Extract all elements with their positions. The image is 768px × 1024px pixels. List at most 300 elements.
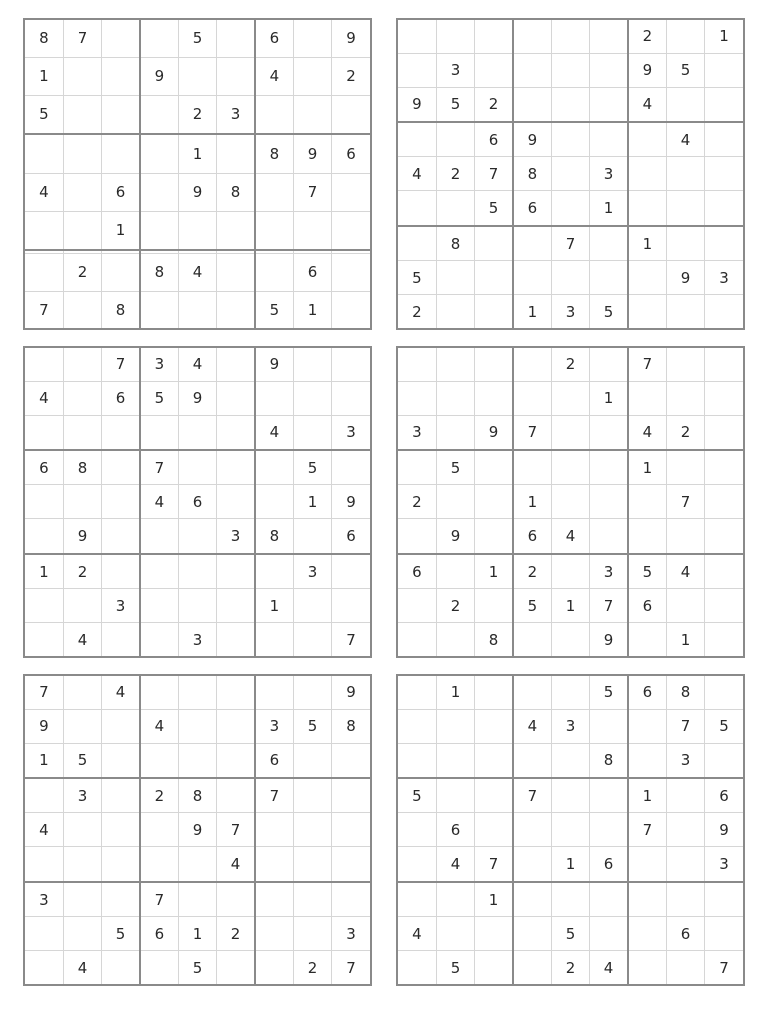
sudoku-cell[interactable]: 8 [255, 519, 293, 554]
sudoku-cell[interactable] [475, 589, 513, 623]
sudoku-cell[interactable] [102, 450, 140, 485]
sudoku-cell[interactable]: 1 [705, 20, 743, 53]
sudoku-cell[interactable]: 9 [178, 173, 216, 211]
sudoku-cell[interactable]: 4 [25, 173, 63, 211]
sudoku-cell[interactable]: 1 [628, 778, 666, 813]
sudoku-cell[interactable]: 9 [178, 381, 216, 415]
sudoku-cell[interactable]: 8 [436, 226, 474, 261]
sudoku-cell[interactable] [628, 882, 666, 917]
sudoku-cell[interactable]: 5 [293, 450, 331, 485]
sudoku-cell[interactable]: 4 [513, 709, 551, 743]
sudoku-cell[interactable] [293, 57, 331, 95]
sudoku-cell[interactable] [513, 676, 551, 709]
sudoku-cell[interactable] [705, 743, 743, 778]
sudoku-cell[interactable] [398, 847, 436, 882]
sudoku-cell[interactable]: 5 [398, 261, 436, 295]
sudoku-cell[interactable]: 3 [140, 348, 178, 381]
sudoku-cell[interactable] [436, 122, 474, 157]
sudoku-cell[interactable]: 5 [590, 676, 628, 709]
sudoku-cell[interactable] [590, 519, 628, 554]
sudoku-cell[interactable]: 5 [293, 709, 331, 743]
sudoku-cell[interactable] [255, 847, 293, 882]
sudoku-cell[interactable]: 6 [102, 381, 140, 415]
sudoku-cell[interactable] [217, 589, 255, 623]
sudoku-cell[interactable] [398, 348, 436, 381]
sudoku-cell[interactable]: 4 [140, 709, 178, 743]
sudoku-cell[interactable] [590, 348, 628, 381]
sudoku-cell[interactable]: 4 [255, 57, 293, 95]
sudoku-cell[interactable] [475, 951, 513, 984]
sudoku-cell[interactable]: 2 [436, 157, 474, 191]
sudoku-cell[interactable] [628, 381, 666, 415]
sudoku-cell[interactable]: 7 [255, 778, 293, 813]
sudoku-cell[interactable] [551, 676, 589, 709]
sudoku-cell[interactable] [551, 554, 589, 589]
sudoku-cell[interactable]: 9 [293, 134, 331, 173]
sudoku-cell[interactable] [666, 295, 704, 328]
sudoku-cell[interactable] [513, 226, 551, 261]
sudoku-cell[interactable]: 4 [666, 122, 704, 157]
sudoku-cell[interactable] [628, 295, 666, 328]
sudoku-cell[interactable]: 4 [551, 519, 589, 554]
sudoku-cell[interactable] [178, 743, 216, 778]
sudoku-cell[interactable] [332, 554, 370, 589]
sudoku-cell[interactable]: 5 [705, 709, 743, 743]
sudoku-cell[interactable] [398, 519, 436, 554]
sudoku-cell[interactable] [475, 53, 513, 87]
sudoku-cell[interactable] [436, 554, 474, 589]
sudoku-cell[interactable]: 4 [436, 847, 474, 882]
sudoku-cell[interactable] [178, 211, 216, 250]
sudoku-cell[interactable] [25, 847, 63, 882]
sudoku-cell[interactable]: 7 [628, 348, 666, 381]
sudoku-cell[interactable] [255, 813, 293, 847]
sudoku-cell[interactable] [398, 381, 436, 415]
sudoku-cell[interactable] [63, 485, 101, 519]
sudoku-cell[interactable] [551, 53, 589, 87]
sudoku-cell[interactable] [666, 589, 704, 623]
sudoku-cell[interactable] [178, 57, 216, 95]
sudoku-cell[interactable] [217, 291, 255, 328]
sudoku-cell[interactable] [102, 134, 140, 173]
sudoku-cell[interactable] [551, 450, 589, 485]
sudoku-cell[interactable] [628, 122, 666, 157]
sudoku-cell[interactable]: 9 [140, 57, 178, 95]
sudoku-cell[interactable] [102, 253, 140, 291]
sudoku-cell[interactable] [178, 589, 216, 623]
sudoku-cell[interactable] [398, 813, 436, 847]
sudoku-cell[interactable]: 4 [628, 87, 666, 122]
sudoku-cell[interactable] [293, 20, 331, 57]
sudoku-cell[interactable]: 4 [25, 381, 63, 415]
sudoku-cell[interactable] [140, 211, 178, 250]
sudoku-cell[interactable] [398, 122, 436, 157]
sudoku-cell[interactable]: 1 [513, 295, 551, 328]
sudoku-cell[interactable]: 6 [332, 134, 370, 173]
sudoku-cell[interactable] [178, 519, 216, 554]
sudoku-cell[interactable] [140, 95, 178, 134]
sudoku-cell[interactable] [63, 847, 101, 882]
sudoku-cell[interactable] [398, 676, 436, 709]
sudoku-cell[interactable] [102, 95, 140, 134]
sudoku-cell[interactable]: 9 [178, 813, 216, 847]
sudoku-cell[interactable] [140, 589, 178, 623]
sudoku-cell[interactable]: 5 [178, 20, 216, 57]
sudoku-cell[interactable] [551, 157, 589, 191]
sudoku-cell[interactable] [178, 709, 216, 743]
sudoku-cell[interactable] [705, 191, 743, 226]
sudoku-cell[interactable] [705, 554, 743, 589]
sudoku-cell[interactable] [63, 917, 101, 951]
sudoku-cell[interactable] [628, 709, 666, 743]
sudoku-cell[interactable] [436, 348, 474, 381]
sudoku-cell[interactable] [551, 261, 589, 295]
sudoku-cell[interactable] [628, 951, 666, 984]
sudoku-cell[interactable]: 9 [25, 709, 63, 743]
sudoku-cell[interactable]: 3 [551, 295, 589, 328]
sudoku-cell[interactable]: 3 [551, 709, 589, 743]
sudoku-cell[interactable] [332, 95, 370, 134]
sudoku-cell[interactable]: 3 [178, 623, 216, 656]
sudoku-cell[interactable] [513, 381, 551, 415]
sudoku-cell[interactable] [25, 778, 63, 813]
sudoku-cell[interactable] [217, 348, 255, 381]
sudoku-cell[interactable] [332, 253, 370, 291]
sudoku-cell[interactable]: 5 [25, 95, 63, 134]
sudoku-cell[interactable]: 5 [102, 917, 140, 951]
sudoku-cell[interactable]: 8 [140, 253, 178, 291]
sudoku-cell[interactable] [293, 415, 331, 450]
sudoku-cell[interactable]: 9 [628, 53, 666, 87]
sudoku-cell[interactable] [705, 623, 743, 656]
sudoku-cell[interactable] [628, 519, 666, 554]
sudoku-cell[interactable] [178, 676, 216, 709]
sudoku-cell[interactable] [436, 415, 474, 450]
sudoku-cell[interactable]: 5 [590, 295, 628, 328]
sudoku-cell[interactable]: 5 [398, 778, 436, 813]
sudoku-cell[interactable]: 9 [666, 261, 704, 295]
sudoku-cell[interactable] [332, 589, 370, 623]
sudoku-cell[interactable]: 9 [513, 122, 551, 157]
sudoku-cell[interactable] [102, 743, 140, 778]
sudoku-cell[interactable] [63, 676, 101, 709]
sudoku-cell[interactable] [255, 554, 293, 589]
sudoku-cell[interactable] [398, 709, 436, 743]
sudoku-cell[interactable] [475, 20, 513, 53]
sudoku-cell[interactable] [551, 191, 589, 226]
sudoku-cell[interactable] [590, 20, 628, 53]
sudoku-cell[interactable]: 9 [332, 20, 370, 57]
sudoku-cell[interactable]: 9 [590, 623, 628, 656]
sudoku-cell[interactable]: 2 [140, 778, 178, 813]
sudoku-cell[interactable] [63, 589, 101, 623]
sudoku-cell[interactable] [628, 191, 666, 226]
sudoku-cell[interactable]: 6 [293, 253, 331, 291]
sudoku-cell[interactable] [705, 295, 743, 328]
sudoku-cell[interactable]: 7 [332, 951, 370, 984]
sudoku-cell[interactable]: 3 [217, 95, 255, 134]
sudoku-cell[interactable] [436, 261, 474, 295]
sudoku-cell[interactable] [513, 951, 551, 984]
sudoku-cell[interactable] [398, 882, 436, 917]
sudoku-cell[interactable] [398, 589, 436, 623]
sudoku-cell[interactable] [436, 191, 474, 226]
sudoku-cell[interactable]: 3 [436, 53, 474, 87]
sudoku-cell[interactable] [293, 676, 331, 709]
sudoku-cell[interactable]: 2 [551, 951, 589, 984]
sudoku-cell[interactable] [217, 676, 255, 709]
sudoku-cell[interactable]: 1 [293, 291, 331, 328]
sudoku-cell[interactable] [63, 882, 101, 917]
sudoku-cell[interactable]: 4 [217, 847, 255, 882]
sudoku-cell[interactable]: 6 [628, 589, 666, 623]
sudoku-cell[interactable] [590, 917, 628, 951]
sudoku-cell[interactable] [398, 951, 436, 984]
sudoku-cell[interactable] [436, 917, 474, 951]
sudoku-cell[interactable]: 1 [551, 847, 589, 882]
sudoku-cell[interactable] [25, 253, 63, 291]
sudoku-cell[interactable] [217, 57, 255, 95]
sudoku-cell[interactable] [513, 917, 551, 951]
sudoku-cell[interactable] [332, 211, 370, 250]
sudoku-cell[interactable]: 7 [513, 415, 551, 450]
sudoku-cell[interactable]: 1 [25, 554, 63, 589]
sudoku-cell[interactable] [513, 847, 551, 882]
sudoku-cell[interactable] [436, 709, 474, 743]
sudoku-cell[interactable] [436, 485, 474, 519]
sudoku-cell[interactable]: 9 [705, 813, 743, 847]
sudoku-cell[interactable] [436, 623, 474, 656]
sudoku-cell[interactable]: 5 [436, 450, 474, 485]
sudoku-cell[interactable]: 7 [332, 623, 370, 656]
sudoku-cell[interactable] [705, 348, 743, 381]
sudoku-cell[interactable] [140, 813, 178, 847]
sudoku-cell[interactable] [705, 122, 743, 157]
sudoku-cell[interactable]: 1 [475, 882, 513, 917]
sudoku-cell[interactable] [705, 917, 743, 951]
sudoku-cell[interactable] [666, 450, 704, 485]
sudoku-cell[interactable] [140, 743, 178, 778]
sudoku-cell[interactable] [551, 743, 589, 778]
sudoku-cell[interactable] [63, 291, 101, 328]
sudoku-cell[interactable] [436, 20, 474, 53]
sudoku-cell[interactable]: 7 [140, 882, 178, 917]
sudoku-cell[interactable] [102, 847, 140, 882]
sudoku-cell[interactable]: 4 [628, 415, 666, 450]
sudoku-cell[interactable] [628, 157, 666, 191]
sudoku-cell[interactable]: 6 [140, 917, 178, 951]
sudoku-cell[interactable]: 4 [398, 157, 436, 191]
sudoku-cell[interactable]: 6 [628, 676, 666, 709]
sudoku-cell[interactable] [332, 882, 370, 917]
sudoku-cell[interactable]: 1 [551, 589, 589, 623]
sudoku-cell[interactable] [25, 589, 63, 623]
sudoku-cell[interactable] [513, 450, 551, 485]
sudoku-cell[interactable]: 4 [255, 415, 293, 450]
sudoku-cell[interactable] [398, 743, 436, 778]
sudoku-cell[interactable] [255, 95, 293, 134]
sudoku-cell[interactable] [705, 676, 743, 709]
sudoku-cell[interactable] [217, 778, 255, 813]
sudoku-cell[interactable] [666, 381, 704, 415]
sudoku-cell[interactable]: 5 [513, 589, 551, 623]
sudoku-cell[interactable]: 5 [551, 917, 589, 951]
sudoku-cell[interactable]: 7 [475, 157, 513, 191]
sudoku-cell[interactable] [332, 778, 370, 813]
sudoku-cell[interactable] [513, 87, 551, 122]
sudoku-cell[interactable] [398, 226, 436, 261]
sudoku-cell[interactable] [551, 778, 589, 813]
sudoku-cell[interactable] [475, 917, 513, 951]
sudoku-cell[interactable]: 2 [63, 253, 101, 291]
sudoku-cell[interactable] [590, 87, 628, 122]
sudoku-cell[interactable]: 8 [475, 623, 513, 656]
sudoku-cell[interactable] [25, 211, 63, 250]
sudoku-cell[interactable] [628, 485, 666, 519]
sudoku-cell[interactable]: 8 [25, 20, 63, 57]
sudoku-cell[interactable] [666, 20, 704, 53]
sudoku-cell[interactable]: 9 [475, 415, 513, 450]
sudoku-cell[interactable]: 1 [255, 589, 293, 623]
sudoku-cell[interactable] [628, 261, 666, 295]
sudoku-cell[interactable]: 7 [513, 778, 551, 813]
sudoku-cell[interactable] [178, 847, 216, 882]
sudoku-cell[interactable] [590, 813, 628, 847]
sudoku-cell[interactable] [475, 261, 513, 295]
sudoku-cell[interactable] [398, 53, 436, 87]
sudoku-cell[interactable]: 2 [628, 20, 666, 53]
sudoku-cell[interactable] [255, 173, 293, 211]
sudoku-cell[interactable] [475, 778, 513, 813]
sudoku-cell[interactable]: 3 [293, 554, 331, 589]
sudoku-cell[interactable]: 3 [217, 519, 255, 554]
sudoku-cell[interactable] [551, 623, 589, 656]
sudoku-cell[interactable] [293, 95, 331, 134]
sudoku-cell[interactable]: 2 [217, 917, 255, 951]
sudoku-cell[interactable]: 7 [666, 709, 704, 743]
sudoku-cell[interactable]: 6 [178, 485, 216, 519]
sudoku-cell[interactable]: 3 [666, 743, 704, 778]
sudoku-cell[interactable] [551, 87, 589, 122]
sudoku-cell[interactable]: 7 [590, 589, 628, 623]
sudoku-cell[interactable] [293, 381, 331, 415]
sudoku-cell[interactable] [705, 381, 743, 415]
sudoku-cell[interactable] [25, 623, 63, 656]
sudoku-cell[interactable] [628, 623, 666, 656]
sudoku-cell[interactable] [140, 554, 178, 589]
sudoku-cell[interactable] [705, 589, 743, 623]
sudoku-cell[interactable]: 6 [513, 519, 551, 554]
sudoku-cell[interactable]: 1 [102, 211, 140, 250]
sudoku-cell[interactable] [513, 882, 551, 917]
sudoku-cell[interactable] [513, 743, 551, 778]
sudoku-cell[interactable] [63, 95, 101, 134]
sudoku-cell[interactable] [293, 211, 331, 250]
sudoku-cell[interactable] [436, 743, 474, 778]
sudoku-cell[interactable] [255, 211, 293, 250]
sudoku-cell[interactable] [217, 134, 255, 173]
sudoku-cell[interactable] [217, 415, 255, 450]
sudoku-cell[interactable] [217, 253, 255, 291]
sudoku-cell[interactable] [705, 87, 743, 122]
sudoku-cell[interactable]: 6 [25, 450, 63, 485]
sudoku-cell[interactable]: 6 [513, 191, 551, 226]
sudoku-cell[interactable]: 9 [436, 519, 474, 554]
sudoku-cell[interactable] [436, 295, 474, 328]
sudoku-cell[interactable] [293, 623, 331, 656]
sudoku-cell[interactable]: 8 [513, 157, 551, 191]
sudoku-cell[interactable]: 1 [666, 623, 704, 656]
sudoku-cell[interactable] [551, 813, 589, 847]
sudoku-cell[interactable]: 1 [178, 134, 216, 173]
sudoku-cell[interactable] [551, 381, 589, 415]
sudoku-cell[interactable] [102, 519, 140, 554]
sudoku-cell[interactable] [140, 847, 178, 882]
sudoku-cell[interactable] [666, 847, 704, 882]
sudoku-cell[interactable] [293, 348, 331, 381]
sudoku-cell[interactable]: 7 [293, 173, 331, 211]
sudoku-cell[interactable]: 2 [178, 95, 216, 134]
sudoku-cell[interactable]: 7 [217, 813, 255, 847]
sudoku-cell[interactable] [705, 519, 743, 554]
sudoku-cell[interactable]: 2 [398, 295, 436, 328]
sudoku-cell[interactable] [63, 813, 101, 847]
sudoku-cell[interactable] [102, 813, 140, 847]
sudoku-cell[interactable]: 2 [293, 951, 331, 984]
sudoku-cell[interactable] [332, 381, 370, 415]
sudoku-cell[interactable] [332, 813, 370, 847]
sudoku-cell[interactable] [140, 20, 178, 57]
sudoku-cell[interactable] [293, 917, 331, 951]
sudoku-cell[interactable]: 9 [398, 87, 436, 122]
sudoku-cell[interactable] [628, 917, 666, 951]
sudoku-cell[interactable]: 7 [25, 676, 63, 709]
sudoku-cell[interactable]: 7 [628, 813, 666, 847]
sudoku-cell[interactable] [217, 623, 255, 656]
sudoku-cell[interactable] [217, 381, 255, 415]
sudoku-cell[interactable]: 1 [628, 226, 666, 261]
sudoku-cell[interactable]: 1 [590, 381, 628, 415]
sudoku-cell[interactable]: 5 [436, 87, 474, 122]
sudoku-cell[interactable] [590, 261, 628, 295]
sudoku-cell[interactable] [102, 415, 140, 450]
sudoku-cell[interactable]: 1 [475, 554, 513, 589]
sudoku-cell[interactable] [293, 778, 331, 813]
sudoku-cell[interactable] [178, 554, 216, 589]
sudoku-cell[interactable] [666, 813, 704, 847]
sudoku-cell[interactable] [25, 415, 63, 450]
sudoku-cell[interactable] [255, 485, 293, 519]
sudoku-cell[interactable] [102, 485, 140, 519]
sudoku-cell[interactable]: 7 [666, 485, 704, 519]
sudoku-cell[interactable] [705, 485, 743, 519]
sudoku-cell[interactable] [628, 743, 666, 778]
sudoku-cell[interactable] [255, 253, 293, 291]
sudoku-cell[interactable] [398, 623, 436, 656]
sudoku-cell[interactable]: 8 [255, 134, 293, 173]
sudoku-cell[interactable]: 6 [102, 173, 140, 211]
sudoku-cell[interactable] [590, 709, 628, 743]
sudoku-cell[interactable] [705, 157, 743, 191]
sudoku-cell[interactable] [705, 226, 743, 261]
sudoku-cell[interactable] [293, 589, 331, 623]
sudoku-cell[interactable]: 8 [178, 778, 216, 813]
sudoku-cell[interactable]: 7 [63, 20, 101, 57]
sudoku-cell[interactable]: 3 [705, 261, 743, 295]
sudoku-cell[interactable] [705, 415, 743, 450]
sudoku-cell[interactable] [513, 623, 551, 656]
sudoku-cell[interactable] [255, 676, 293, 709]
